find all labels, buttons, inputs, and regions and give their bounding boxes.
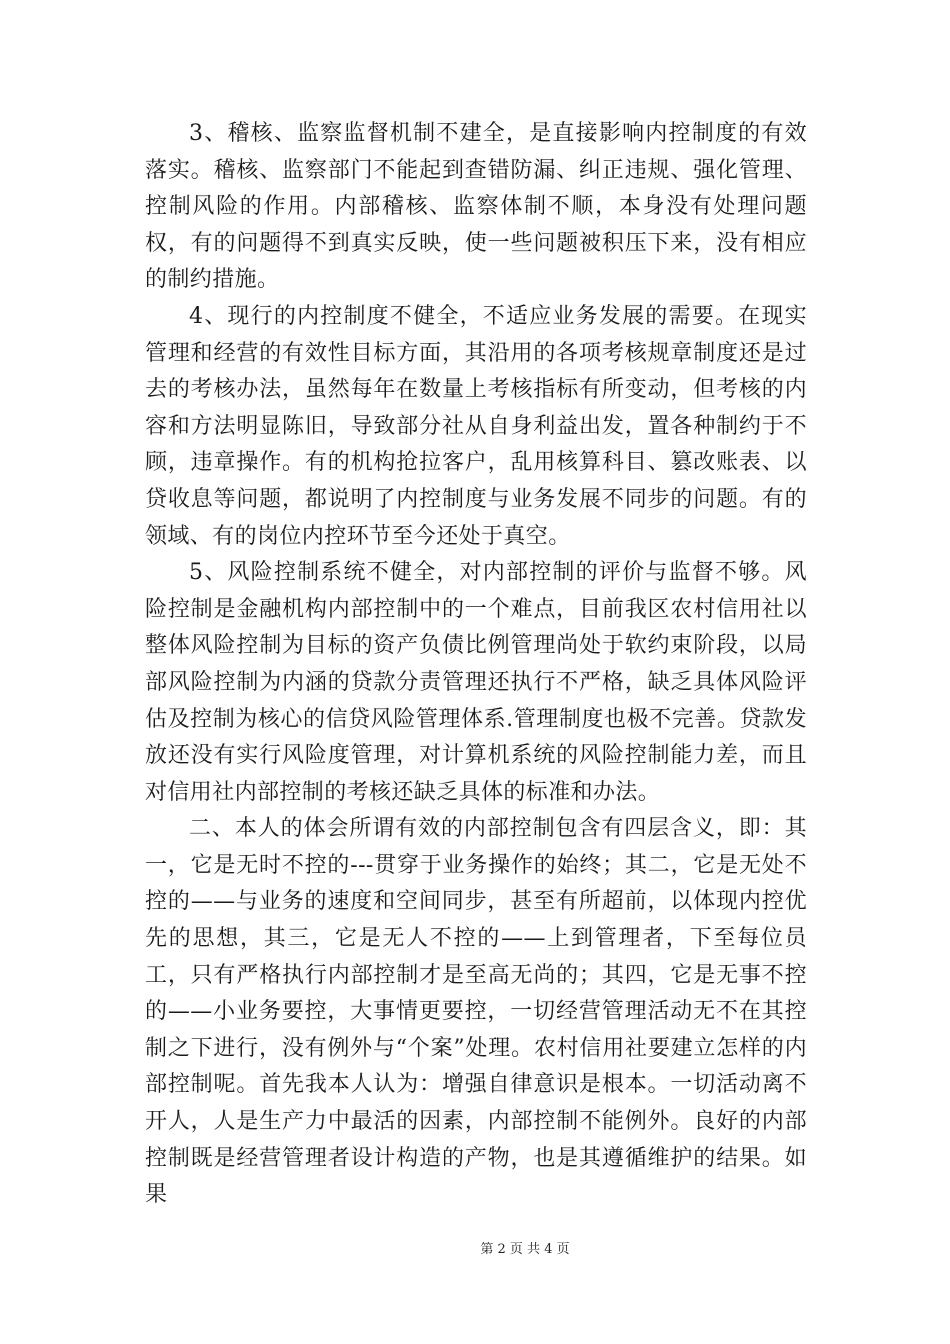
paragraph-risk-control: 5、风险控制系统不健全，对内部控制的评价与监督不够。风险控制是金融机构内部控制中的一个难点，目前我区农村信用社以整体风险控制为目标的资产负债比例管理尚处于软约束阶段，以局部风险控制为内涵的贷款分责管理还执行不严格，缺乏具体风险评估及控制为核心的信贷风险管理体系.管理制度也极不完善。贷款发放还没有实行风险度管理，对计算机系统的风险控制能力差，而且对信用社内部控制的考核还缺乏具体的标准和办法。 — [145, 560, 807, 805]
page-number-footer: 第 2 页 共 4 页 — [480, 1242, 570, 1257]
paragraph-internal-control-system: 4、现行的内控制度不健全，不适应业务发展的需要。在现实管理和经营的有效性目标方面，其沿用的各项考核规章制度还是过去的考核办法，虽然每年在数量上考核指标有所变动，但考核的内容和方法明显陈旧，导致部分社从自身利益出发，置各种制约于不顾，违章操作。有的机构抢拉客户，乱用核算科目、篡改账表、以贷收息等问题，都说明了内控制度与业务发展不同步的问题。有的领域、有的岗位内控环节至今还处于真空。 — [145, 303, 807, 549]
document-body — [145, 116, 807, 1214]
paragraph-personal-insights: 二、本人的体会所谓有效的内部控制包含有四层含义，即：其一，它是无时不控的---贯穿于业务操作的始终；其二，它是无处不控的——与业务的速度和空间同步，甚至有所超前，以体现内控优先的思想，其三，它是无人不控的——上到管理者，下至每位员工，只有严格执行内部控制才是至高无尚的；其四，它是无事不控的——小业务要控，大事情更要控，一切经营管理活动无不在其控制之下进行，没有例外与“个案”处理。农村信用社要建立怎样的内部控制呢。首先我本人认为：增强自律意识是根本。一切活动离不开人，人是生产力中最活的因素，内部控制不能例外。良好的内部控制既是经营管理者设计构造的产物，也是其遵循维护的结果。如果 — [145, 816, 807, 1208]
paragraph-audit-supervision: 3、稽核、监察监督机制不建全，是直接影响内控制度的有效落实。稽核、监察部门不能起到查错防漏、纠正违规、强化管理、控制风险的作用。内部稽核、监察体制不顺，本身没有处理问题权，有的问题得不到真实反映，使一些问题被积压下来，没有相应的制约措施。 — [145, 121, 807, 293]
